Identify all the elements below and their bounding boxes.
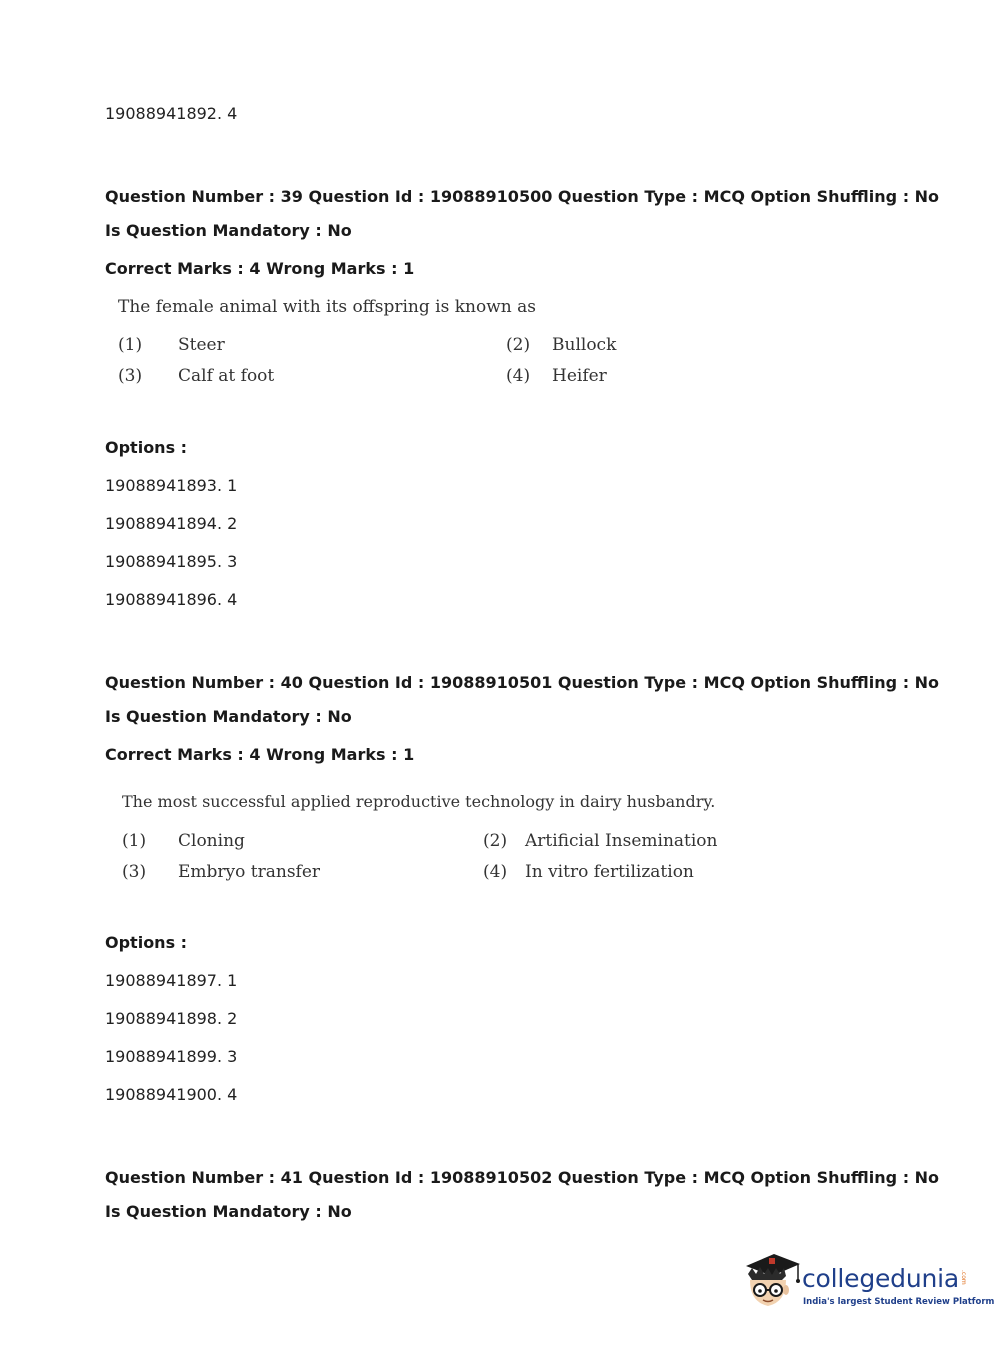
option-line: 19088941894. 2 [105, 514, 238, 533]
question-40-marks: Correct Marks : 4 Wrong Marks : 1 [105, 745, 415, 764]
choice-number: (1) [118, 335, 143, 355]
option-line: 19088941898. 2 [105, 1009, 238, 1028]
choice-text: Steer [178, 335, 225, 355]
choice-number: (4) [483, 862, 508, 882]
question-40-header: Question Number : 40 Question Id : 19088910501 Question Type : MCQ Option Shuffling : No [105, 673, 940, 692]
question-39-header: Question Number : 39 Question Id : 19088910500 Question Type : MCQ Option Shuffling : No [105, 187, 940, 206]
choice-number: (4) [506, 366, 531, 386]
logo-wordmark: collegedunia [802, 1264, 959, 1293]
choice-text: Embryo transfer [178, 862, 321, 882]
options-label: Options : [105, 438, 188, 457]
choice-number: (2) [506, 335, 531, 355]
options-label: Options : [105, 933, 188, 952]
choice-number: (1) [122, 831, 147, 851]
question-40-mandatory: Is Question Mandatory : No [105, 707, 352, 726]
choice-number: (3) [122, 862, 147, 882]
collegedunia-logo[interactable] [742, 1250, 995, 1320]
question-39-text: The female animal with its offspring is known as [118, 297, 536, 317]
logo-suffix: .com [960, 1270, 967, 1285]
choice-number: (2) [483, 831, 508, 851]
choice-text: Bullock [552, 335, 617, 355]
choice-text: Cloning [178, 831, 245, 851]
choice-text: Heifer [552, 366, 607, 386]
option-line: 19088941899. 3 [105, 1047, 238, 1066]
question-41-header: Question Number : 41 Question Id : 19088910502 Question Type : MCQ Option Shuffling : No [105, 1168, 940, 1187]
option-line: 19088941900. 4 [105, 1085, 238, 1104]
student-mascot-icon [742, 1250, 802, 1320]
choice-text: Artificial Insemination [525, 831, 718, 851]
choice-number: (3) [118, 366, 143, 386]
option-line: 19088941897. 1 [105, 971, 238, 990]
question-41-mandatory: Is Question Mandatory : No [105, 1202, 352, 1221]
choice-text: In vitro fertilization [525, 862, 694, 882]
choice-text: Calf at foot [178, 366, 275, 386]
question-39-marks: Correct Marks : 4 Wrong Marks : 1 [105, 259, 415, 278]
option-line: 19088941892. 4 [105, 104, 238, 123]
option-line: 19088941896. 4 [105, 590, 238, 609]
question-39-mandatory: Is Question Mandatory : No [105, 221, 352, 240]
option-line: 19088941895. 3 [105, 552, 238, 571]
question-40-text: The most successful applied reproductive technology in dairy husbandry. [122, 792, 716, 811]
logo-tagline: India's largest Student Review Platform [803, 1297, 995, 1307]
option-line: 19088941893. 1 [105, 476, 238, 495]
